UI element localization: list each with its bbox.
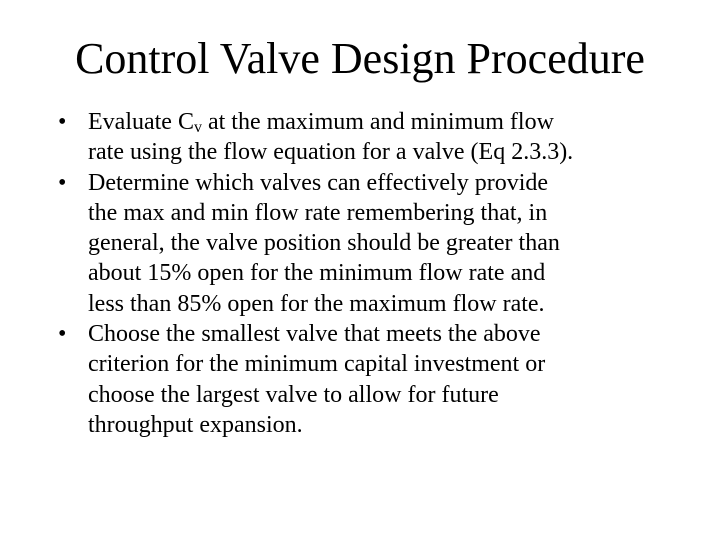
bullet-line: general, the valve position should be greater than: [88, 230, 560, 257]
bullet-item-choose-valve: [56, 319, 656, 440]
bullet-marker: •: [58, 109, 67, 135]
bullet-line: Choose the smallest valve that meets the above: [88, 321, 541, 348]
bullet-line: Determine which valves can effectively provide: [88, 169, 549, 196]
bullet-text-segment: Evaluate C: [88, 109, 194, 135]
bullet-line: the max and min flow rate remembering that, in: [88, 199, 548, 226]
bullet-line: criterion for the minimum capital investment or: [88, 351, 546, 378]
bullet-item-evaluate-cv: [56, 107, 656, 168]
bullet-marker: •: [58, 169, 67, 196]
bullet-marker: •: [58, 321, 67, 348]
bullet-item-determine-valves: [56, 168, 656, 319]
bullet-line: rate using the flow equation for a valve (Eq 2.3.3).: [88, 139, 574, 166]
slide-title: Control Valve Design Procedure: [75, 34, 645, 83]
bullet-line: choose the largest valve to allow for future: [88, 381, 499, 408]
bullet-line: less than 85% open for the maximum flow rate.: [88, 290, 545, 317]
bullet-line: about 15% open for the minimum flow rate and: [88, 260, 546, 287]
bullet-line: throughput expansion.: [88, 411, 303, 438]
cv-subscript: v: [193, 119, 202, 136]
bullet-line: [88, 107, 656, 137]
bullet-text-segment: at the maximum and minimum flow: [201, 109, 554, 135]
bullet-list: [56, 107, 656, 440]
